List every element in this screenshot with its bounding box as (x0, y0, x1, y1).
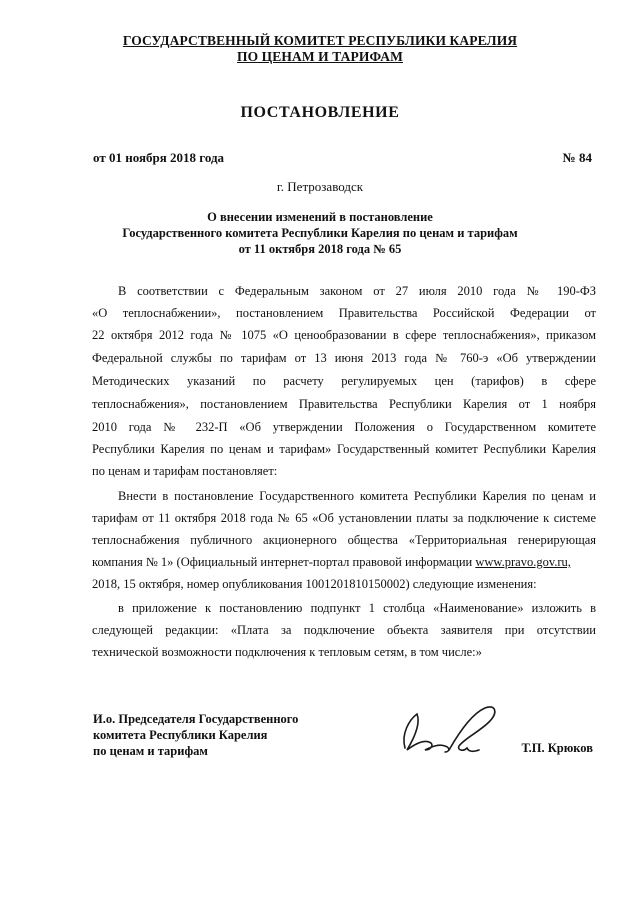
subject-line-1: О внесении изменений в постановление (207, 210, 433, 224)
body-line: В соответствии с Федеральным законом от 27 июля 2010 года № 190-ФЗ (118, 284, 596, 298)
signatory-title-line-1: И.о. Председателя Государственного (93, 712, 299, 726)
body-line: 2018, 15 октября, номер опубликования 1001201810150002) следующие изменения: (92, 577, 537, 591)
document-date: от 01 ноября 2018 года (93, 150, 225, 165)
signatory-title-line-3: по ценам и тарифам (93, 744, 208, 758)
subject-line-3: от 11 октября 2018 года № 65 (238, 242, 402, 256)
body-line: следующей редакции: «Плата за подключение объекта заявителя при отсутствии (92, 623, 596, 637)
signatory-title (93, 711, 298, 759)
body-line: в приложение к постановлению подпункт 1 столбца «Наименование» изложить в (118, 601, 596, 615)
body-line: «О теплоснабжении», постановлением Правительства Российской Федерации от (92, 306, 596, 320)
pravo-link[interactable]: www.pravo.gov.ru, (475, 555, 571, 569)
header-line-2: ПО ЦЕНАМ И ТАРИФАМ (237, 49, 403, 64)
body-line: тарифам от 11 октября 2018 года № 65 «Об установлении платы за подключение к системе (92, 511, 596, 525)
body-line: 2010 года № 232-П «Об утверждении Положения о Государственном комитете (92, 420, 596, 434)
body-line-text: компания № 1» (Официальный интернет-портал правовой информации (92, 555, 473, 569)
handwritten-signature (395, 700, 515, 762)
body-line (92, 554, 596, 570)
body-line: технической возможности подключения к тепловым сетям, в том числе:» (92, 645, 482, 659)
signer-name: Т.П. Крюков (521, 741, 593, 755)
body-line: по ценам и тарифам постановляет: (92, 464, 278, 478)
body-line: Федеральной службы по тарифам от 13 июня 2013 года № 760-э «Об утверждении (92, 351, 596, 365)
document-city: г. Петрозаводск (276, 179, 364, 194)
body-line: Республики Карелия по ценам и тарифам» Государственный комитет Республики Карелия (92, 442, 596, 456)
signatory-title-line-2: комитета Республики Карелия (93, 728, 268, 742)
header-line-1: ГОСУДАРСТВЕННЫЙ КОМИТЕТ РЕСПУБЛИКИ КАРЕЛИЯ (122, 33, 518, 48)
document-number: № 84 (562, 150, 592, 165)
body-line: 22 октября 2012 года № 1075 «О ценообразовании в сфере теплоснабжения», приказом (92, 328, 596, 342)
subject-line-2: Государственного комитета Республики Карелия по ценам и тарифам (122, 226, 518, 240)
body-line: теплоснабжения публичного акционерного общества «Территориальная генерирующая (92, 533, 596, 547)
body-line: теплоснабжения», постановлением Правительства Республики Карелия от 1 ноября (92, 397, 596, 411)
body-line: Внести в постановление Государственного комитета Республики Карелия по ценам и (118, 489, 596, 503)
body-line: Методических указаний по расчету регулируемых цен (тарифов) в сфере (92, 374, 596, 388)
document-title: ПОСТАНОВЛЕНИЕ (240, 104, 400, 121)
